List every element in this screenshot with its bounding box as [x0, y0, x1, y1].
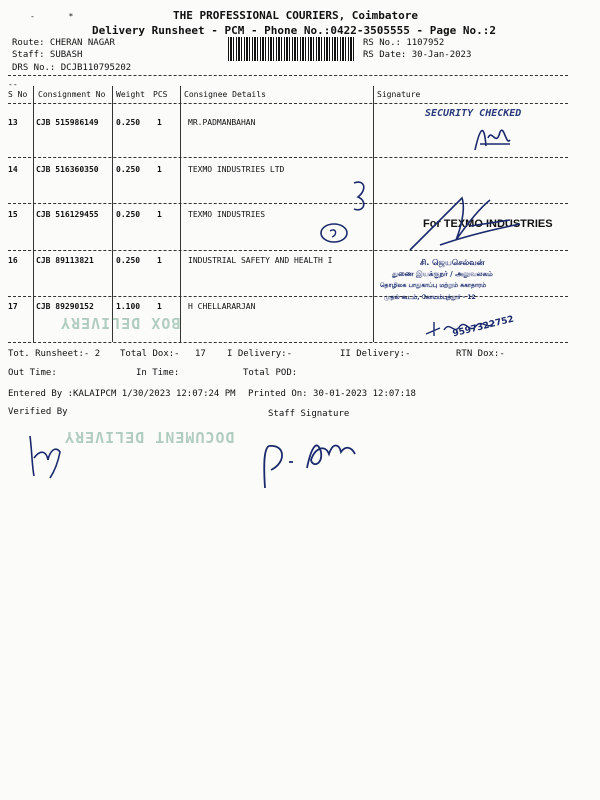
- row-consignee: TEXMO INDUSTRIES LTD: [188, 165, 285, 174]
- document-delivery-stamp: DOCUMENT DELIVERY: [64, 428, 235, 446]
- tamil-stamp-line: துணை இயக்குநர் / அலுவலகம்: [392, 270, 493, 278]
- corner-mark: - *: [30, 12, 74, 21]
- row-sno: 13: [8, 118, 18, 127]
- i-delivery: I Delivery:-: [227, 349, 293, 359]
- security-checked-stamp: SECURITY CHECKED: [425, 108, 522, 119]
- verified-by: Verified By: [8, 407, 68, 417]
- tot-runsheet: Tot. Runsheet:- 2: [8, 349, 101, 359]
- ii-delivery: II Delivery:-: [340, 349, 411, 359]
- col-weight: Weight: [116, 90, 145, 99]
- row-weight: 1.100: [116, 302, 141, 311]
- col-sno: S No: [8, 90, 28, 99]
- row-weight: 0.250: [116, 210, 141, 219]
- barcode: [228, 37, 356, 61]
- row-consignee: H CHELLARARJAN: [188, 302, 256, 311]
- row-consignee: MR.PADMANBAHAN: [188, 118, 256, 127]
- rs-number: RS No.: 1107952: [363, 38, 445, 48]
- drs-number: DRS No.: DCJB110795202: [12, 63, 132, 73]
- dash-marker: --: [8, 80, 18, 89]
- row-sno: 14: [8, 165, 18, 174]
- signature-texmo: [400, 190, 540, 260]
- runsheet-title: Delivery Runsheet - PCM - Phone No.:0422-3505555 - Page No.:2: [92, 24, 496, 37]
- row-pcs: 1: [157, 302, 162, 311]
- entered-by: Entered By :KALAIPCM 1/30/2023 12:07:24 PM: [8, 389, 236, 399]
- staff-signature: [255, 418, 375, 493]
- col-consignee: Consignee Details: [184, 90, 266, 99]
- total-dox-value: 17: [195, 349, 206, 359]
- texmo-stamp: For TEXMO INDUSTRIES: [423, 218, 553, 230]
- rtn-dox: RTN Dox:-: [456, 349, 505, 359]
- row-consignment: CJB 516360350: [36, 165, 99, 174]
- company-title: THE PROFESSIONAL COURIERS, Coimbatore: [173, 9, 419, 22]
- row-sno: 16: [8, 256, 18, 265]
- staff-label: Staff: SUBASH: [12, 50, 83, 60]
- row-consignment: CJB 516129455: [36, 210, 99, 219]
- row-consignment: CJB 89113821: [36, 256, 94, 265]
- tamil-stamp-line: முதல் கூடம், கோயம்புத்தூர் - 12: [384, 294, 476, 301]
- rs-date: RS Date: 30-Jan-2023: [363, 50, 472, 60]
- signature-row13: [470, 118, 550, 158]
- row-consignee: TEXMO INDUSTRIES: [188, 210, 266, 219]
- row-rule: [8, 296, 568, 297]
- route-label: Route: CHERAN NAGAR: [12, 38, 115, 48]
- tamil-stamp-line: தொழிலக பாதுகாப்பு மற்றும் சுகாதாரம்: [380, 282, 487, 289]
- col-consignment: Consignment No: [38, 90, 106, 99]
- row-weight: 0.250: [116, 118, 141, 127]
- out-time: Out Time:: [8, 368, 57, 378]
- row-weight: 0.250: [116, 165, 141, 174]
- header-rule: [8, 75, 568, 76]
- col-signature: Signature: [377, 90, 421, 99]
- row-consignment: CJB 515986149: [36, 118, 99, 127]
- row-pcs: 1: [157, 256, 162, 265]
- row-sno: 17: [8, 302, 18, 311]
- row-consignment: CJB 89290152: [36, 302, 94, 311]
- tamil-stamp-line: சி. ஜெயசெல்வன்: [420, 258, 485, 267]
- box-delivery-stamp: BOX DELIVERY: [60, 314, 181, 332]
- printed-on: Printed On: 30-01-2023 12:07:18: [248, 389, 416, 399]
- row-pcs: 1: [157, 210, 162, 219]
- col-divider: [112, 86, 113, 342]
- row-consignee: INDUSTRIAL SAFETY AND HEALTH I: [188, 256, 333, 265]
- total-pod: Total POD:: [243, 368, 298, 378]
- signature-row17: [420, 300, 560, 345]
- verified-signature: [22, 432, 82, 482]
- row-pcs: 1: [157, 165, 162, 174]
- col-divider: [180, 86, 181, 342]
- staff-signature-label: Staff Signature: [268, 409, 350, 419]
- table-head-rule: [8, 103, 568, 104]
- row-sno: 15: [8, 210, 18, 219]
- total-dox: Total Dox:-: [120, 349, 180, 359]
- phone-note: 9597322752: [451, 314, 515, 340]
- in-time: In Time:: [136, 368, 180, 378]
- col-pcs: PCS: [153, 90, 168, 99]
- col-divider: [33, 86, 34, 342]
- handwritten-mark: [314, 175, 374, 245]
- row-weight: 0.250: [116, 256, 141, 265]
- row-pcs: 1: [157, 118, 162, 127]
